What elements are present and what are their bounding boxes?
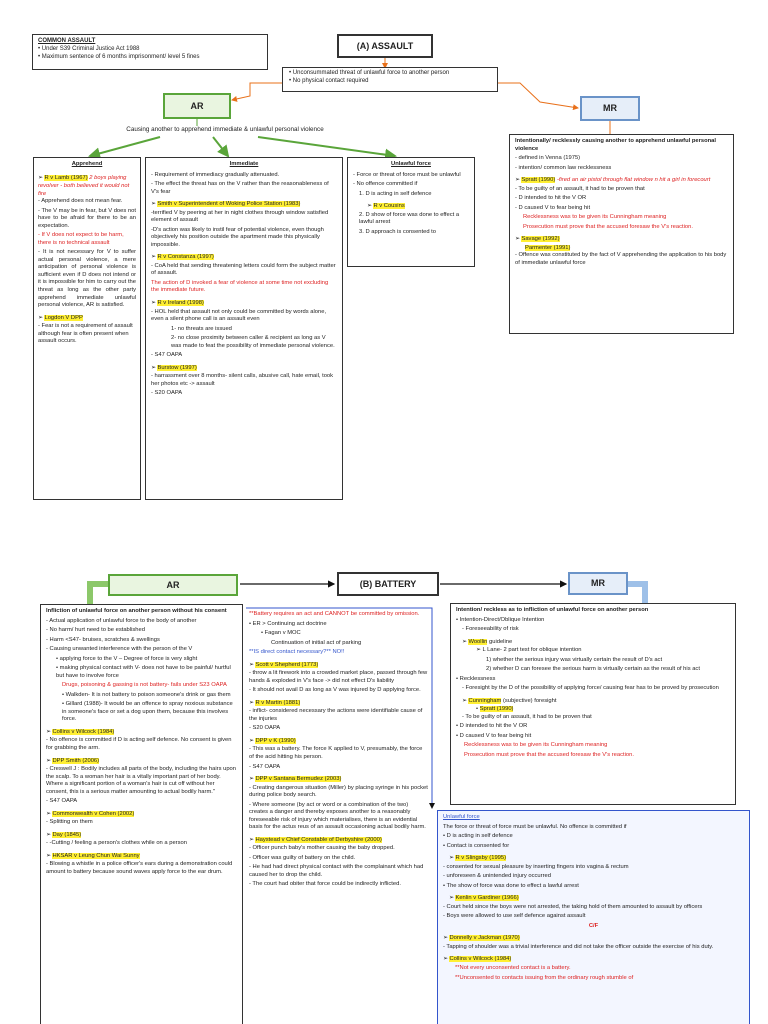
- text-para: - Requirement of immediacy gradually attenuated.: [151, 171, 280, 178]
- text-para: -terrified V by peering at her in night clothes through window satisfied element of assault: [151, 209, 329, 224]
- case-name: Spratt (1990): [521, 177, 556, 184]
- ar-summary: Causing another to apprehend immediate & unlawful personal violence: [126, 126, 324, 133]
- text-para: - Officer punch baby's mother causing the baby dropped.: [249, 845, 395, 852]
- text-para: - Apprehend does not mean fear.: [38, 198, 123, 205]
- case-name: Burstow (1997): [157, 364, 197, 371]
- text-para: • D intended to hit the V OR: [456, 723, 528, 730]
- apprehend-column: [33, 157, 141, 500]
- text-para: • Intention-Direct/Oblique Intention: [456, 616, 545, 623]
- text-para: - throw a lit firework into a crowded market place, passed through few hands & exploded in V's face -> did not effect D's liability: [249, 670, 428, 684]
- text-para: - To be guilty of an assault, it had to be proven that: [515, 185, 645, 192]
- text-para: - defined in Venna (1975): [515, 155, 581, 162]
- case-name: Commonwealth v Cohen (2002): [52, 810, 135, 817]
- case-name: Logdon V DPP: [44, 314, 83, 321]
- text-para: - Court held since the boys were not arrested, the taking hold of them amounted to assault by officers: [443, 903, 703, 910]
- text-para: - S47 OAPA: [46, 798, 78, 805]
- text-para: • Gillard (1988)- It would be an offence to spray noxious substance in someone's face or set a dog upon them, because this involves force.: [62, 701, 233, 723]
- text-para: - Creating dangerous situation (Miller) by placing syringe in his pocket during police body search.: [249, 784, 428, 799]
- text-para: 1) whether the serious injury was virtually certain the result of D's act: [486, 656, 663, 663]
- battery-ar-box: AR: [108, 574, 238, 596]
- text-para: **Battery requires an act and CANNOT be committed by omission.: [249, 611, 420, 617]
- assault-mr-box: MR: [580, 96, 640, 121]
- text-para: 2- no close proximity between caller & recipient as long as V was made to feat the possibility of immediate personal violence.: [171, 335, 335, 349]
- text-para: - Force or threat of force must be unlawful: [353, 171, 461, 178]
- text-para: • making physical contact with V- does not have to be painful/ hurtful but have to involve force: [56, 665, 231, 679]
- case-note: 2 boys playing revolver - both believed it would not fire: [38, 174, 130, 197]
- text-para: Prosecution must prove that the accused foresaw the V's reaction.: [523, 223, 693, 230]
- text-para: - Causing unwanted interference with the person of the V: [46, 646, 193, 653]
- case-name: Haystead v Chief Constable of Derbyshire (2000): [255, 836, 382, 843]
- text-para: Recklessness was to be given its Cunningham meaning: [464, 742, 608, 749]
- apprehend-heading: Apprehend: [71, 161, 103, 167]
- text-para: - Fear is not a requirement of assault although fear is often present when assault occurs.: [38, 323, 133, 345]
- text-para: - intention/ common law recklessness: [515, 164, 612, 171]
- text-para: - Foreseeability of risk: [462, 626, 519, 633]
- unlawful-force-column: [347, 157, 475, 267]
- text-para: - No offence committed if: [353, 181, 418, 188]
- case-name: DPP Smith (2006): [52, 757, 100, 764]
- battery-ar-heading: Infliction of unlawful force on another person without his consent: [46, 608, 227, 614]
- text-para: ➢ L Lane- 2 part test for oblique intention: [476, 647, 582, 654]
- text-para: - He had had direct physical contact with the complainant which had caused her to drop the child.: [249, 864, 424, 878]
- text-para: - CoA held that sending threatening letters could form the subject matter of assault.: [151, 262, 336, 277]
- case-name: Woollin: [468, 638, 488, 645]
- text-para: - Where someone (by act or word or a combination of the two) creates a danger and thereby exposes another to a reasonably foreseeable risk of injury which materialises, there is an evidential basis for the actus reus of an assault occasioning actual bodily harm.: [249, 801, 426, 831]
- text-para: - Foresight by the D of the possibility of applying force/ causing fear has to be proved by prosecution: [462, 685, 719, 692]
- text-para: 3. D approach is consented to: [359, 228, 437, 235]
- battery-ar-column: [40, 604, 243, 1024]
- text-para: • D caused V to fear being hit: [456, 732, 532, 739]
- text-para: - No offence is committed if D is acting self defence. No consent is given for grabbing the arm.: [46, 737, 232, 751]
- common-assault-box: [32, 34, 268, 70]
- battery-title: (B) BATTERY: [337, 572, 439, 596]
- case-name: Collins v Wilcock (1984): [52, 728, 115, 735]
- text-para: - D caused V to fear being hit: [515, 204, 591, 211]
- battery-unlawful-column: [437, 810, 750, 1024]
- case-name: Donnelly v Jackman (1970): [449, 935, 520, 942]
- text-para: • D is acting in self defence: [443, 833, 513, 840]
- text-para: 2. D show of force was done to effect a lawful arrest: [359, 211, 460, 226]
- text-para: Continuation of initial act of parking: [271, 639, 362, 646]
- text-para: 1. D is acting in self defence: [359, 190, 432, 197]
- text-para: - No harm/ hurt need to be established: [46, 627, 145, 634]
- battery-mr-box: MR: [568, 572, 628, 595]
- text-para: C/F: [588, 922, 599, 929]
- case-name: DPP v Santana Bermudez (2003): [255, 776, 342, 783]
- text-para: - Tapping of shoulder was a trivial interference and did not take the officer outside the exercise of his duty.: [443, 943, 714, 950]
- case-name: Cunningham: [468, 697, 502, 704]
- text-para: The action of D invoked a fear of violence at some time not excluding the immediate future.: [151, 279, 329, 294]
- text-para: - HOL held that assault not only could be committed by words alone, even a silent phone call is an assault even: [151, 308, 327, 323]
- case-name: R v Martin (1881): [255, 699, 301, 706]
- text-para: - inflict- considered necessary the actions were identifiable cause of the injuries: [249, 708, 423, 722]
- text-para: - The effect the threat has on the V rather than the reasonableness of V's fear: [151, 181, 329, 195]
- common-assault-title: COMMON ASSAULT: [38, 38, 96, 44]
- text-para: - If V does not expect to be harm, there is no technical assault: [38, 232, 124, 246]
- text-para: - Blowing a whistle in a police officer's ears during a demonstration could amount to battery because sound waves apply force to the ear drum.: [46, 861, 233, 875]
- text-para: - S47 OAPA: [151, 352, 183, 359]
- assault-title: (A) ASSAULT: [337, 34, 433, 58]
- text-para: - unforeseen & unintended injury occurred: [443, 873, 551, 880]
- text-para: - Officer was guilty of battery on the child.: [249, 854, 356, 861]
- mr-assault-column: [509, 134, 734, 334]
- text-para: - Harm <S47- bruises, scratches & swellings: [46, 636, 160, 643]
- list-item: • Unconsummated threat of unlawful force to another person: [289, 70, 450, 76]
- text-para: **IS direct contact necessary?** NO!!: [249, 649, 345, 656]
- text-para: The force or threat of force must be unlawful. No offence is committed if: [443, 823, 627, 830]
- case-name: • Spratt (1990): [476, 706, 514, 713]
- battery-middle-column: [246, 611, 431, 1024]
- text-para: • applying force to the V – Degree of force is very slight: [56, 655, 198, 662]
- text-para: Prosecution must prove that the accused foresaw the V's reaction.: [464, 751, 634, 758]
- text-para: • Fagan v MOC: [261, 630, 301, 637]
- text-para: • Recklessness: [456, 675, 496, 682]
- immediate-heading: Immediate: [229, 161, 259, 167]
- text-para: - consented for sexual pleasure by inserting fingers into vagina & rectum: [443, 863, 629, 870]
- text-para: - Boys were allowed to use self defence against assault: [443, 913, 586, 920]
- text-para: 1- no threats are issued: [171, 325, 232, 332]
- case-name: Day (1845): [52, 831, 82, 838]
- text-para: **Unconsented to contacts issuing from the ordinary rough stumble of: [455, 974, 634, 981]
- unlawful-heading: Unlawful force: [391, 161, 431, 167]
- immediate-column: [145, 157, 343, 500]
- text-para: Recklessness was to be given its Cunningham meaning: [523, 214, 667, 221]
- text-para: - It is not necessary for V to suffer actual personal violence, a mere anticipation of personal violence is sufficient even if D does not intend or it is impossible for him to carry out the threat as long as the other party apprehend immediate unlawful personal violence, AR is satisfied.: [38, 249, 136, 309]
- case-name: R v Ireland (1998): [157, 299, 204, 306]
- text-para: - -Cutting / feeling a person's clothes while on a person: [46, 840, 187, 847]
- text-para: - Creswell J : Bodily includes all parts of the body, including the hairs upon the scalp. To a woman her hair is a vitally important part of her body. Where a significant portion of a woman's hair is cut off without her consent, this is a serious matter amounting to actual bodily harm.": [46, 766, 237, 795]
- mr-heading: Intentionally/ recklessly causing another to apprehend unlawful personal violence: [515, 138, 717, 152]
- assault-ar-box: AR: [163, 93, 231, 119]
- case-name: R v Lamb (1967): [44, 174, 88, 181]
- text-para: - S20 OAPA: [249, 725, 281, 732]
- text-para: - To be guilty of an assault, it had to be proven that: [462, 713, 592, 720]
- assault-definition: [282, 67, 498, 92]
- case-note: -fired an air pistol through flat window n hit a girl in forecourt: [556, 177, 711, 184]
- text-para: - S47 OAPA: [249, 763, 281, 770]
- text-para: • Walkden- It is not battery to poison someone's drink or gas them: [62, 691, 231, 698]
- case-name: DPP v K (1990): [255, 737, 296, 744]
- case-name: HKSAR v Leung Chun Wai Sunny: [52, 852, 140, 859]
- case-name: R v Cousins: [373, 203, 405, 210]
- list-item: • Under S39 Criminal Justice Act 1988: [38, 45, 140, 52]
- list-item: • No physical contact required: [289, 77, 369, 84]
- case-name: R v Slingsby (1995): [455, 855, 507, 862]
- text-para: • Contact is consented for: [443, 842, 510, 849]
- text-para: - Actual application of unlawful force to the body of another: [46, 617, 197, 624]
- text-para: - harrassment over 8 months- silent calls, abusive call, hate email, took her photos etc -> assault: [151, 373, 334, 387]
- text-para: - It should not avail D as long as V was injured by D applying force.: [249, 687, 421, 694]
- text-para: - Offence was constituted by the fact of V apprehending the application to his body of immediate unlawful force: [515, 252, 727, 266]
- text-para: **Not every unconsented contact is a battery.: [455, 964, 571, 971]
- battery-mr-column: Intention/ reckless as to infliction of unlawful force on another person • Intention-Direct/Oblique Intention - Foreseeability of risk ➢ Woollin guideline ➢ L Lane- 2 part test for oblique intention 1) whether the serious injury was virtually certain the result of D's act 2) whether D can foresee the serious harm is virtually certain as the result of his act • Recklessness - Foresight by the D of the possibility of applying force/ causing fear has to be proved by prosecution ➢ Cunningham (subjective) foresight • Spratt (1990) - To be guilty of an assault, it had to be proven that • D intended to hit the V OR • D caused V to fear being hit Recklessness was to be given its Cunningham meaning Prosecution must prove that the accused foresaw the V's reaction.: [450, 603, 736, 805]
- list-item: • Maximum sentence of 6 months imprisonment/ level 5 fines: [38, 53, 200, 60]
- case-name: Collins v Wilcock (1984): [449, 956, 512, 963]
- case-name: Scott v Shepherd (1773): [255, 661, 319, 668]
- text-para: - S20 OAPA: [151, 390, 183, 397]
- text-para: • ER > Continuing act doctrine: [249, 620, 327, 627]
- text-para: -D's action was likely to instil fear of potential violence, even though objectively his position outside the apartment made this physically impossible.: [151, 226, 324, 248]
- text-para: - Splitting on them: [46, 819, 93, 826]
- case-name: Savage (1992): [521, 236, 560, 243]
- text-para: 2) whether D can foresee the serious harm is virtually certain as the result of his act: [486, 666, 700, 673]
- battery-unlawful-heading: Unlawful force: [443, 814, 480, 820]
- text-para: - The V may be in fear, but V does not have to be afraid for there to be an expectation.: [38, 207, 136, 229]
- text-para: Drugs, poisoning & gassing is not battery- fails under S23 OAPA: [62, 682, 227, 689]
- text-para: • The show of force was done to effect a lawful arrest: [443, 882, 579, 889]
- text-para: - This was a battery. The force K applied to V, presumably, the force of the acid hitting his person.: [249, 746, 423, 760]
- case-name: Kenlin v Gardiner (1966): [455, 895, 519, 902]
- case-name: R v Constanza (1997): [157, 254, 214, 261]
- case-name: Parmenter (1991): [525, 244, 571, 251]
- text-para: - The court had obiter that force could be indirectly inflicted.: [249, 881, 401, 888]
- battery-mr-heading: Intention/ reckless as to infliction of unlawful force on another person: [456, 607, 649, 613]
- text-para: - D intended to hit the V OR: [515, 195, 587, 202]
- case-name: Smith v Superintendent of Woking Police Station (1983): [157, 201, 301, 208]
